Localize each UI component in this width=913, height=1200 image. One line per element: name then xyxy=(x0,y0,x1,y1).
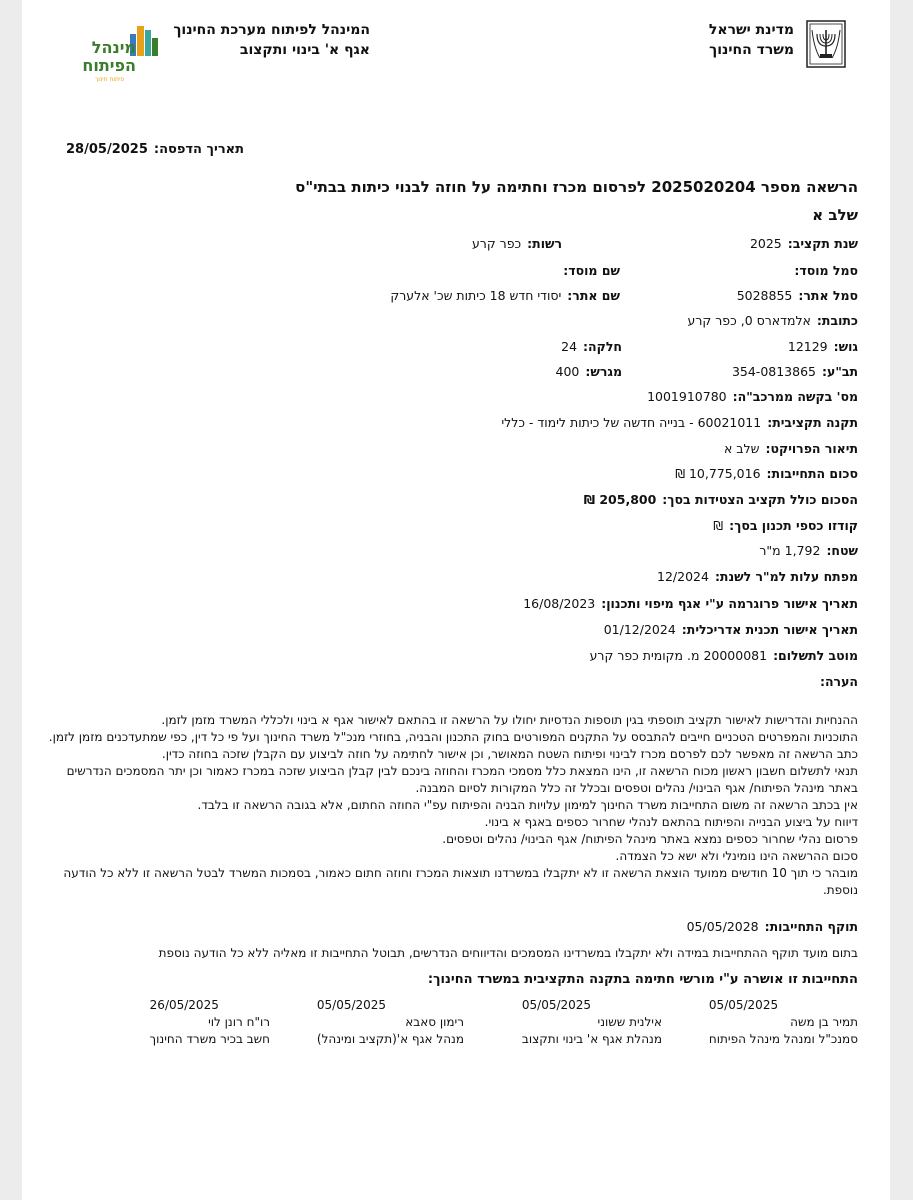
field-payee xyxy=(590,648,858,663)
signatory xyxy=(150,997,270,1048)
field-label: תאריך אישור פרוגרמה ע"י אגף מיפוי ותכנון: xyxy=(601,596,858,611)
field-project-desc xyxy=(724,441,858,456)
ministry-name: משרד החינוך xyxy=(709,42,794,58)
field-authority xyxy=(472,236,562,251)
field-area xyxy=(759,543,858,558)
signatory-name: רו"ח רונן לוי xyxy=(208,1015,270,1029)
logo-tagline: פיתוח חינוך xyxy=(94,76,124,83)
field-value: 400 xyxy=(555,364,580,379)
signatory-name: אילנית ששוני xyxy=(597,1015,662,1029)
field-label: תאריך אישור תכנית אדריכלית: xyxy=(681,622,858,637)
field-value: אלמדארס 0, כפר קרע xyxy=(687,313,811,328)
field-label: סמל מוסד: xyxy=(794,263,858,278)
signatory xyxy=(709,997,858,1048)
note-line: מובהר כי תוך 10 חודשים ממועד הוצאת הרשאה זו לא יתקבלו במשרדנו תוצאות המכרז וחוזה חתום כאמור, בסמכות המשרד לבטל הרשאה זו ללא כל הודעה נוספת. xyxy=(63,866,858,897)
signatory-role: סמנכ"ל ומנהל מינהל הפיתוח xyxy=(708,1032,858,1046)
signatory-role: מנהלת אגף א' בינוי ותקצוב xyxy=(521,1032,662,1046)
signatory-date: 05/05/2025 xyxy=(316,998,387,1012)
note-line: פרסום נהלי שחרור כספים נמצא באתר מינהל הפיתוח/ אגף הבינוי/ נהלים וטפסים. xyxy=(442,832,858,846)
admin-dept: אגף א' בינוי ותקצוב xyxy=(239,42,370,58)
note-line: סכום ההרשאה הינו נומינלי ולא ישא כל הצמדה. xyxy=(615,849,858,863)
document-page xyxy=(22,0,890,1200)
field-arch-approval xyxy=(604,622,858,637)
field-value: 10,775,016 ₪ xyxy=(675,466,761,481)
field-value: ₪ xyxy=(713,518,724,533)
field-request-no xyxy=(647,389,858,404)
field-value: 1001910780 xyxy=(647,389,727,404)
field-label: סמל אתר: xyxy=(798,288,858,303)
conditions-notes xyxy=(38,712,858,899)
note-line: ההנחיות והדרישות לאישור תקציב תוספתי בגין תוספות הנדסיות יחולו על הרשאה זו בהתאם לאישור אגף א בינוי ולכללי המשרד מזמן לזמן. xyxy=(161,713,858,727)
note-line: התוכניות והמפרטים הטכניים חייבים להתבסס על התקנים המפורטים בחוק התכנון והבניה, בחוזרי מנכ"ל משרד החינוך ועל פי כל דין, כפי שמתעדכנים מזמן לזמן. xyxy=(48,730,858,744)
field-label: הסכום כולל תקציב הצטידות בסך: xyxy=(662,492,858,507)
signatory-date: 05/05/2025 xyxy=(521,998,592,1012)
field-label: סכום התחייבות: xyxy=(766,466,858,481)
approval-heading: התחייבות זו אושרה ע"י מורשי חתימה בתקנה התקציבית במשרד החינוך: xyxy=(427,972,858,987)
field-site-name xyxy=(390,288,620,303)
field-label: מגרש: xyxy=(585,364,622,379)
signatory-role: מנהל אגף א'(תקציב ומינהל) xyxy=(316,1032,464,1046)
validity-label: תוקף התחייבות: xyxy=(764,919,858,934)
field-planning-earmark xyxy=(713,518,858,533)
state-emblem-icon xyxy=(806,20,846,68)
field-migrash xyxy=(556,364,623,379)
field-address xyxy=(688,313,858,328)
field-label: מפתח עלות למ"ר לשנת: xyxy=(714,569,858,584)
field-value: 2025 xyxy=(749,236,782,251)
field-gush xyxy=(788,339,858,354)
signatory-name: רימון סאבא xyxy=(405,1015,464,1029)
field-site-code xyxy=(737,288,858,303)
field-institution-name xyxy=(557,263,620,278)
field-cost-key xyxy=(657,569,858,584)
signatory-role: חשב בכיר משרד החינוך xyxy=(149,1032,270,1046)
field-value: 354-0813865 xyxy=(731,364,816,379)
signatory xyxy=(317,997,464,1048)
field-budget-year xyxy=(750,236,858,251)
field-value: יסודי חדש 18 כיתות שכ' אלערק xyxy=(390,288,562,303)
field-institution-code xyxy=(788,263,858,278)
print-date-label: תאריך הדפסה: xyxy=(153,142,244,157)
field-label: שם מוסד: xyxy=(563,263,620,278)
state-name: מדינת ישראל xyxy=(708,22,794,38)
validity-text: בתום מועד תוקף ההתחייבות במידה ולא יתקבלו במשרדינו המסמכים והדיווחים הנדרשים, תבוטל התחייבות זו מאליה ללא כל הודעה נוספת xyxy=(158,946,858,960)
field-label: שטח: xyxy=(826,543,858,558)
field-value: 1,792 מ"ר xyxy=(759,543,821,558)
logo-line2: הפיתוח xyxy=(82,56,136,75)
field-label: חלקה: xyxy=(583,339,622,354)
field-value: 12129 xyxy=(787,339,828,354)
signatory-name: תמיר בן משה xyxy=(790,1015,858,1029)
signatory xyxy=(522,997,662,1048)
field-budget-clause xyxy=(501,415,858,430)
field-label: תקנה תקציבית: xyxy=(767,415,858,430)
signatory-date: 26/05/2025 xyxy=(149,998,219,1012)
field-value: 16/08/2023 xyxy=(523,596,596,611)
signatory-date: 05/05/2025 xyxy=(708,998,779,1012)
development-admin-logo xyxy=(74,22,164,88)
admin-title: המינהל לפיתוח מערכת החינוך xyxy=(173,22,370,38)
field-value: 20000081 מ. מקומית כפר קרע xyxy=(589,648,768,663)
field-value: 5028855 xyxy=(736,288,793,303)
field-value: 205,800 ₪ xyxy=(583,492,657,507)
field-taba xyxy=(732,364,858,379)
field-label: קודזו כספי תכנון בסך: xyxy=(729,518,858,533)
field-label: מוטב לתשלום: xyxy=(773,648,858,663)
field-label: שנת תקציב: xyxy=(787,236,858,251)
field-label: שם אתר: xyxy=(567,288,620,303)
note-line: תנאי לתשלום חשבון ראשון מכוח הרשאה זו, הינו המצאת כלל מסמכי המכרז והחוזה בינכם לבין קבלן הביצוע שזכה במכרז כאמור וכן יתר המסמכים הנדרשים באתר מינהל הפיתוח/ אגף הבינוי/ נהלים וטפסים ובכלל זה כלל המקורות לסיום המבנה. xyxy=(66,764,858,795)
print-date xyxy=(66,142,244,157)
validity xyxy=(687,919,858,934)
field-value: 01/12/2024 xyxy=(603,622,676,637)
field-label: גוש: xyxy=(833,339,858,354)
logo-line1: מינהל xyxy=(91,38,136,57)
document-subtitle: שלב א xyxy=(812,206,858,224)
field-remark xyxy=(814,674,858,689)
field-commitment-sum xyxy=(675,466,858,481)
print-date-value: 28/05/2025 xyxy=(66,142,148,157)
field-value: 60021011 - בנייה חדשה של כיתות לימוד - כללי xyxy=(501,415,762,430)
field-label: הערה: xyxy=(819,674,858,689)
field-label: תיאור הפרויקט: xyxy=(765,441,858,456)
field-value: שלב א xyxy=(723,441,760,456)
field-value: 12/2024 xyxy=(657,569,709,584)
field-program-approval xyxy=(523,596,858,611)
field-label: מס' בקשה ממרכב"ה: xyxy=(732,389,858,404)
field-value: 24 xyxy=(561,339,578,354)
note-line: כתב הרשאה זה מאפשר לכם לפרסם מכרז לבינוי ופיתוח השטח המאושר, וכן אישור לחתימה על חוזה לביצוע עם הקבלן שזכה בחוזה כדין. xyxy=(161,747,858,761)
field-label: כתובת: xyxy=(816,313,858,328)
note-line: דיווח על ביצוע הבנייה והפיתוח בהתאם לנהלי שחרור כספים באגף א בינוי. xyxy=(484,815,858,829)
field-label: רשות: xyxy=(527,236,562,251)
document-title: הרשאה מספר 2025020204 לפרסום מכרז וחתימה על חוזה לבנוי כיתות בבתי"ס xyxy=(295,178,858,196)
field-helka xyxy=(561,339,622,354)
validity-value: 05/05/2028 xyxy=(686,919,759,934)
field-total-incl xyxy=(584,492,858,507)
field-value: כפר קרע xyxy=(471,236,522,251)
note-line: אין בכתב הרשאה זה משום התחייבות משרד החינוך למימון עלויות הבניה והפיתוח עפ"י החוזה החתום, אלא בגובה הרשאה זו בלבד. xyxy=(197,798,858,812)
field-label: תב"ע: xyxy=(822,364,858,379)
